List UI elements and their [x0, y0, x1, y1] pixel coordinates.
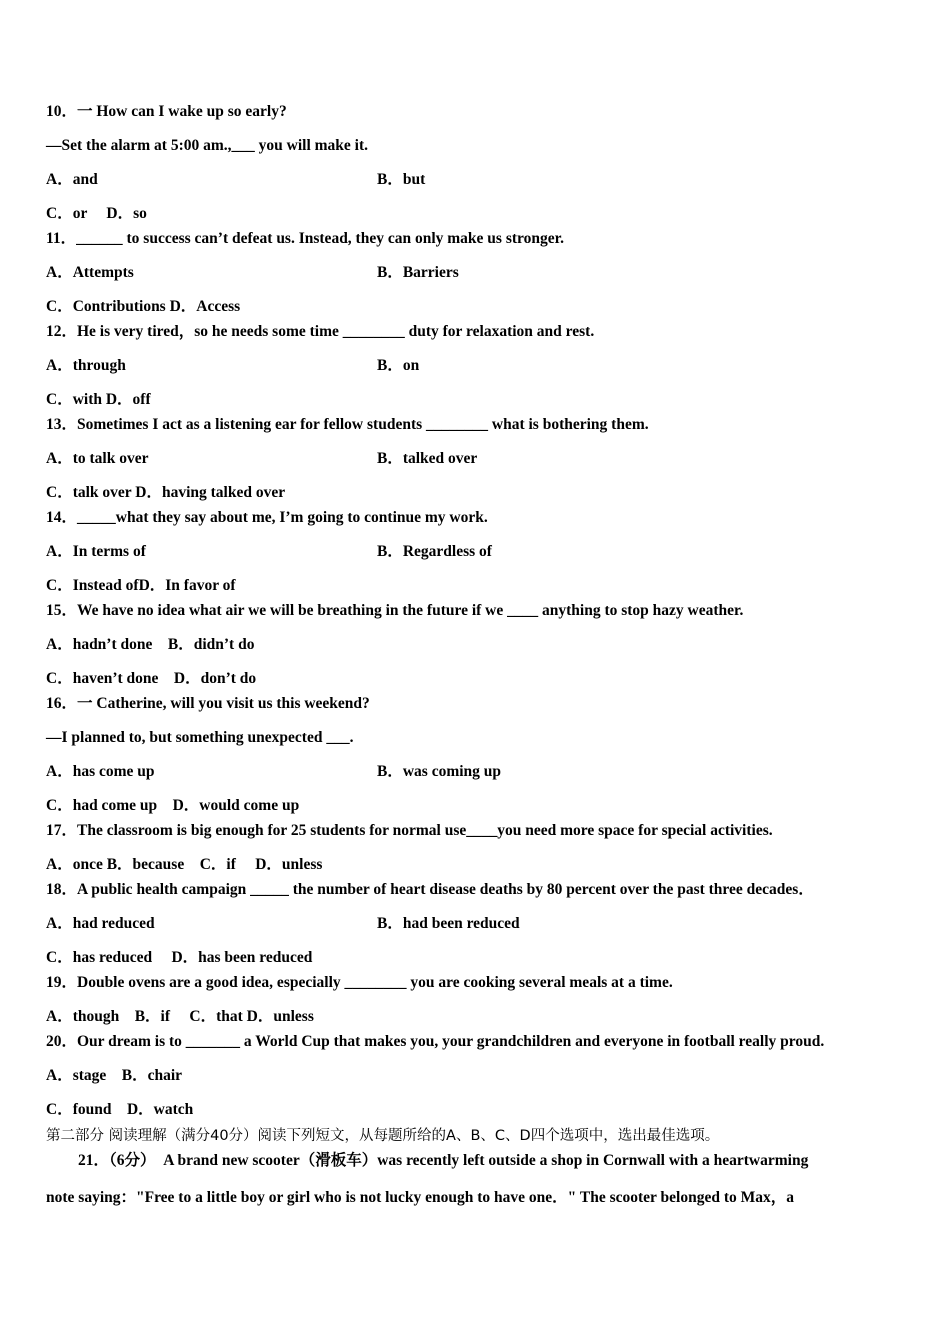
q11-option-b: B．Barriers [377, 264, 459, 281]
q10-stem: 10．一 How can I wake up so early? [46, 103, 287, 120]
q15-option-ab: A．hadn’t done B．didn’t do [46, 636, 255, 653]
q11-option-a: A．Attempts [46, 264, 134, 281]
q14-option-cd: C．Instead ofD．In favor of [46, 577, 236, 594]
q19-stem: 19．Double ovens are a good idea, especially ________ you are cooking several meals at a time. [46, 974, 673, 991]
q16-option-b: B．was coming up [377, 763, 502, 780]
q10-option-b: B．but [377, 171, 426, 188]
q21-passage-line2: note saying："Free to a little boy or girl who is not lucky enough to have one．" The scooter belonged to Max，a [46, 1189, 794, 1206]
q18-option-b: B．had been reduced [377, 915, 520, 932]
q12-option-b: B．on [377, 357, 420, 374]
q17-stem: 17．The classroom is big enough for 25 students for normal use____you need more space for special activities. [46, 822, 773, 839]
q18-option-cd: C．has reduced D．has been reduced [46, 949, 313, 966]
q14-option-a: A．In terms of [46, 543, 146, 560]
q13-stem: 13．Sometimes I act as a listening ear for fellow students ________ what is bothering them. [46, 416, 649, 433]
q10-stem-2: —Set the alarm at 5:00 am.,___ you will make it. [46, 137, 369, 154]
q10-option-a: A．and [46, 171, 98, 188]
q15-option-cd: C．haven’t done D．don’t do [46, 670, 257, 687]
q19-options: A．though B．if C．that D．unless [46, 1008, 314, 1025]
q10-option-cd: C．or D．so [46, 205, 147, 222]
q20-option-ab: A．stage B．chair [46, 1067, 183, 1084]
q20-stem: 20．Our dream is to _______ a World Cup that makes you, your grandchildren and everyone in football really proud. [46, 1033, 825, 1050]
q11-stem: 11．______ to success can’t defeat us. Instead, they can only make us stronger. [46, 230, 564, 247]
q15-stem: 15．We have no idea what air we will be breathing in the future if we ____ anything to stop hazy weather. [46, 602, 744, 619]
q16-stem-2: —I planned to, but something unexpected ___. [46, 729, 354, 746]
q21-passage-line1: 21．（6分） A brand new scooter（滑板车）was recently left outside a shop in Cornwall with a heartwarming [78, 1152, 809, 1169]
q20-option-cd: C．found D．watch [46, 1101, 194, 1118]
q16-stem: 16．一 Catherine, will you visit us this weekend? [46, 695, 370, 712]
q17-options: A．once B．because C．if D．unless [46, 856, 323, 873]
q16-option-cd: C．had come up D．would come up [46, 797, 300, 814]
q14-stem: 14．_____what they say about me, I’m going to continue my work. [46, 509, 488, 526]
q18-option-a: A．had reduced [46, 915, 155, 932]
section2-heading: 第二部分 阅读理解（满分40分）阅读下列短文，从每题所给的A、B、C、D四个选项中，选出最佳选项。 [46, 1128, 720, 1144]
q11-option-cd: C．Contributions D．Access [46, 298, 241, 315]
q13-option-cd: C．talk over D．having talked over [46, 484, 286, 501]
q13-option-b: B．talked over [377, 450, 478, 467]
q12-stem: 12．He is very tired，so he needs some time ________ duty for relaxation and rest. [46, 323, 595, 340]
q13-option-a: A．to talk over [46, 450, 149, 467]
q12-option-cd: C．with D．off [46, 391, 151, 408]
q14-option-b: B．Regardless of [377, 543, 492, 560]
q16-option-a: A．has come up [46, 763, 155, 780]
q12-option-a: A．through [46, 357, 126, 374]
q18-stem: 18．A public health campaign _____ the number of heart disease deaths by 80 percent over the past three decades． [46, 881, 814, 898]
